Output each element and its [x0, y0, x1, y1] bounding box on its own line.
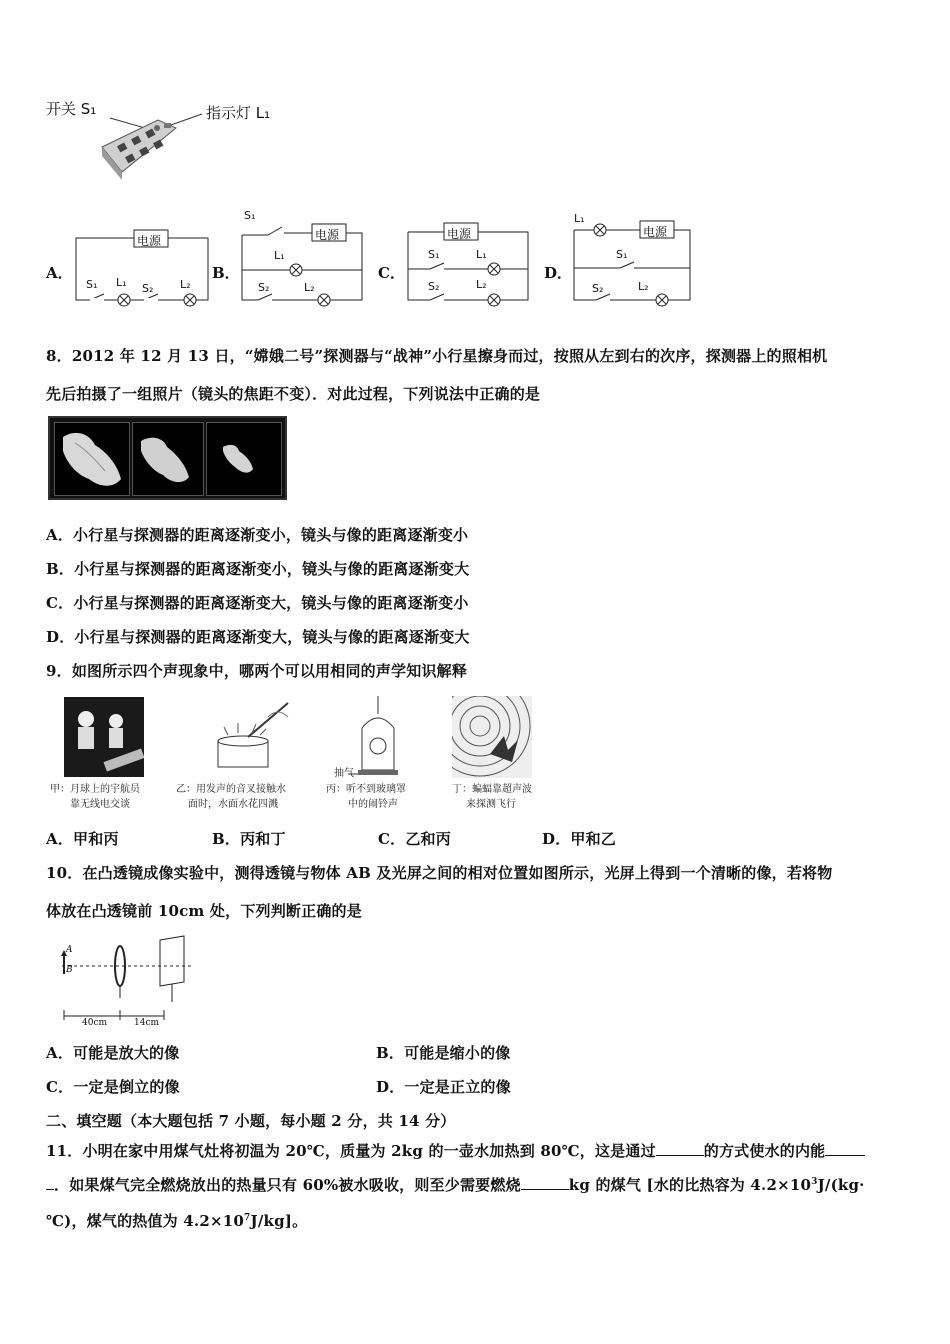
q10-stem-line1: 10．在凸透镜成像实验中，测得透镜与物体 AB 及光屏之间的相对位置如图所示，光屏上得到一个清晰的像，若将物 [46, 864, 833, 882]
q8-option-b[interactable]: B．小行星与探测器的距离逐渐变小，镜头与像的距离逐渐变大 [46, 560, 470, 578]
asteroid-photo-1 [54, 422, 130, 496]
q10-stem-line2: 体放在凸透镜前 10cm 处，下列判断正确的是 [46, 902, 362, 920]
blank-2-tail[interactable] [46, 1175, 54, 1190]
lens-setup-figure [44, 932, 204, 1030]
q11-part2: 的方式使水的内能 [703, 1142, 826, 1160]
circuit-option-a[interactable] [44, 212, 214, 312]
l1-label: L₁ [116, 276, 127, 289]
q10-option-d[interactable]: D．一定是正立的像 [376, 1078, 511, 1096]
q11-part1: 11．小明在家中用煤气灶将初温为 20℃，质量为 2kg 的一壶水加热到 80℃，这是通过 [46, 1142, 656, 1160]
exponent-1: 3 [811, 1177, 818, 1187]
q9-option-c[interactable]: C．乙和丙 [378, 830, 451, 848]
point-b-label: B [66, 965, 73, 975]
option-letter: B． [212, 264, 240, 282]
power-label: 电源 [447, 227, 472, 241]
sound-figure-yi [208, 697, 300, 777]
q11-line1 [46, 1140, 865, 1161]
sound-figure-jia [64, 697, 144, 777]
distance-14-label: 14cm [134, 1018, 160, 1028]
asteroid-photo-2 [132, 422, 204, 496]
q9-stem: 9．如图所示四个声现象中，哪两个可以用相同的声学知识解释 [46, 662, 468, 680]
q9-option-b[interactable]: B．丙和丁 [212, 830, 286, 848]
q11-part4: kg 的煤气 [水的比热容为 4.2×10 [568, 1176, 812, 1194]
option-letter: D． [544, 264, 573, 282]
q8-stem-line1: 8．2012 年 12 月 13 日，“嫦娥二号”探测器与“战神”小行星擦身而过，按照从左到右的次序，探测器上的照相机 [46, 347, 828, 365]
l1-label: L₁ [574, 212, 585, 225]
circuit-d-diagram [570, 210, 700, 312]
q11-part5: J/(kg· [817, 1176, 865, 1194]
q11-line3 [46, 1210, 307, 1231]
q8-option-d[interactable]: D．小行星与探测器的距离逐渐变大，镜头与像的距离逐渐变大 [46, 628, 470, 646]
q8-stem-line2: 先后拍摄了一组照片（镜头的焦距不变）．对此过程，下列说法中正确的是 [46, 385, 541, 403]
q8-option-a[interactable]: A．小行星与探测器的距离逐渐变小，镜头与像的距离逐渐变小 [46, 526, 469, 544]
s1-label: S₁ [428, 248, 440, 261]
l2-label: L₂ [180, 278, 191, 291]
s1-label: S₁ [616, 248, 628, 261]
power-strip-figure [40, 92, 290, 197]
l1-label: L₁ [476, 248, 487, 261]
q11-part7: J/kg]。 [250, 1212, 308, 1230]
q8-option-c[interactable]: C．小行星与探测器的距离逐渐变大，镜头与像的距离逐渐变小 [46, 594, 469, 612]
option-letter: A． [46, 264, 73, 282]
q11-line2 [46, 1174, 865, 1195]
s2-label: S₂ [428, 280, 440, 293]
point-a-label: A [66, 945, 73, 955]
s2-label: S₂ [258, 281, 270, 294]
asteroid-photo-3 [206, 422, 282, 496]
l1-label: L₁ [274, 249, 285, 262]
asteroid-photo-strip [48, 416, 287, 500]
distance-40-label: 40cm [82, 1018, 108, 1028]
s2-label: S₂ [592, 282, 604, 295]
q10-option-a[interactable]: A．可能是放大的像 [46, 1044, 180, 1062]
s1-label: S₁ [86, 278, 98, 291]
circuit-option-b[interactable] [210, 205, 370, 312]
q11-part3: ．如果煤气完全燃烧放出的热量只有 60%被水吸收，则至少需要燃烧 [54, 1176, 521, 1194]
q9-option-a[interactable]: A．甲和丙 [46, 830, 119, 848]
sound-figure-ding [452, 696, 532, 778]
exponent-2: 7 [244, 1213, 251, 1223]
caption-ding-2: 来探测飞行 [466, 799, 516, 810]
blank-1[interactable] [656, 1141, 704, 1156]
s2-label: S₂ [142, 282, 154, 295]
caption-bing-2: 中的闹铃声 [348, 799, 398, 810]
blank-2[interactable] [825, 1141, 865, 1156]
caption-bing-1: 丙：听不到玻璃罩 [326, 784, 406, 795]
caption-yi-1: 乙：用发声的音叉接触水 [176, 784, 286, 795]
caption-jia-1: 甲：月球上的宇航员 [50, 784, 140, 795]
switch-label: 开关 S₁ [46, 100, 97, 118]
power-strip-drawing [40, 92, 290, 197]
s1-label: S₁ [244, 209, 256, 222]
l2-label: L₂ [304, 281, 315, 294]
pump-label: 抽气 [334, 768, 354, 779]
lamp-label: 指示灯 L₁ [206, 104, 271, 122]
circuit-b-diagram [238, 205, 368, 312]
q9-option-d[interactable]: D．甲和乙 [542, 830, 617, 848]
option-letter: C． [378, 264, 405, 282]
power-label: 电源 [137, 234, 162, 248]
l2-label: L₂ [476, 278, 487, 291]
caption-jia-2: 靠无线电交谈 [70, 799, 130, 810]
caption-yi-2: 面时，水面水花四溅 [188, 799, 278, 810]
circuit-option-c[interactable] [376, 212, 536, 312]
power-label: 电源 [315, 228, 340, 242]
circuit-a-diagram [72, 212, 212, 312]
power-label: 电源 [643, 225, 668, 239]
blank-3[interactable] [521, 1175, 569, 1190]
section-heading: 二、填空题（本大题包括 7 小题，每小题 2 分，共 14 分） [46, 1112, 456, 1130]
q10-option-b[interactable]: B．可能是缩小的像 [376, 1044, 511, 1062]
circuit-option-d[interactable] [542, 210, 702, 312]
caption-ding-1: 丁：蝙蝠靠超声波 [452, 784, 532, 795]
q10-option-c[interactable]: C．一定是倒立的像 [46, 1078, 180, 1096]
q11-part6: ℃)，煤气的热值为 4.2×10 [46, 1212, 245, 1230]
l2-label: L₂ [638, 280, 649, 293]
